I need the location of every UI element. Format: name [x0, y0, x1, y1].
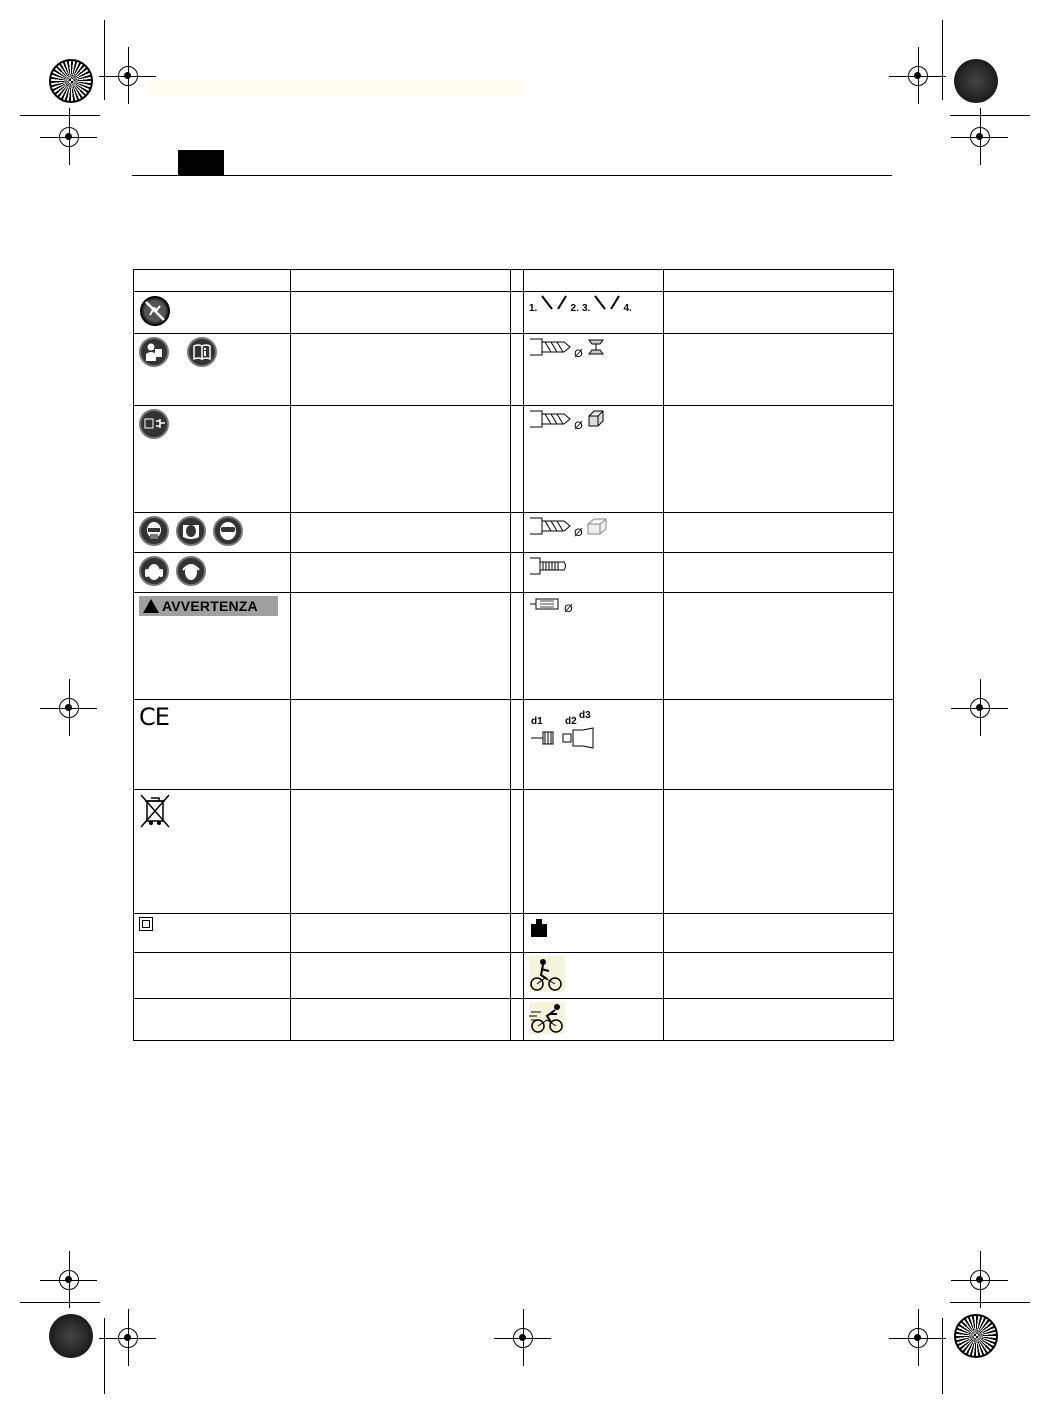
- symbol-cell: [134, 553, 291, 593]
- page-band: [148, 80, 523, 96]
- registration-mark: [908, 1328, 928, 1348]
- aluminium-icon: [586, 409, 606, 429]
- unplug-icon: [139, 409, 169, 439]
- bit-holder-icon: [529, 596, 561, 612]
- table-row: [134, 953, 894, 999]
- registration-mark: [970, 127, 990, 147]
- crop-mark: [104, 20, 105, 100]
- gap-cell: [511, 999, 524, 1041]
- step-label: 3.: [581, 303, 591, 314]
- explanation-cell-right: [664, 953, 894, 999]
- explanation-cell: [291, 406, 511, 513]
- symbol-cell-right: [524, 593, 664, 700]
- table-row: [134, 334, 894, 406]
- goggles-icon: [213, 516, 243, 546]
- diameter-symbol: Ø: [574, 420, 583, 432]
- symbol-cell-right: [524, 292, 664, 334]
- registration-mark: [59, 698, 79, 718]
- diameter-symbol: Ø: [574, 527, 583, 539]
- table-row: [134, 700, 894, 790]
- screwdriver-icon: [557, 295, 567, 311]
- d1-label: d1: [531, 716, 543, 727]
- drill-bit-icon: [529, 337, 571, 357]
- weee-bin-icon: [139, 793, 171, 829]
- header-symbol: [134, 270, 291, 292]
- explanation-cell-right: [664, 553, 894, 593]
- wood-icon: [586, 516, 608, 536]
- symbol-cell-right: [524, 700, 664, 790]
- table-row: [134, 553, 894, 593]
- face-shield-icon: [176, 516, 206, 546]
- warning-icon: [143, 599, 159, 613]
- gap-cell: [511, 700, 524, 790]
- registration-mark: [513, 1328, 533, 1348]
- symbol-cell: [134, 953, 291, 999]
- explanation-cell-right: [664, 999, 894, 1041]
- symbol-cell: [134, 406, 291, 513]
- registration-mark: [118, 66, 138, 86]
- symbols-table: [133, 269, 894, 1041]
- ear-protection-icon: [139, 556, 169, 586]
- explanation-cell: [291, 513, 511, 553]
- gap-cell: [511, 292, 524, 334]
- registration-mark: [970, 1270, 990, 1290]
- star-target-mark: [954, 1314, 998, 1358]
- chuck-diameter-icon: [529, 710, 619, 752]
- screwdriver-icon: [593, 295, 607, 311]
- symbol-cell-right: [524, 553, 664, 593]
- crop-mark: [950, 115, 1030, 116]
- table-row: [134, 999, 894, 1041]
- star-target-mark: [49, 1314, 93, 1358]
- symbol-cell: [134, 999, 291, 1041]
- symbol-cell-right: [524, 999, 664, 1041]
- explanation-cell-right: [664, 513, 894, 553]
- explanation-cell: [291, 553, 511, 593]
- weight-icon: [529, 917, 549, 939]
- symbol-cell: [134, 334, 291, 406]
- symbol-cell: [134, 790, 291, 914]
- symbol-cell: [134, 700, 291, 790]
- explanation-cell-right: [664, 406, 894, 513]
- explanation-cell: [291, 700, 511, 790]
- registration-mark: [970, 698, 990, 718]
- cyclist-fast-icon: [529, 1002, 565, 1034]
- gap-cell: [511, 513, 524, 553]
- explanation-cell: [291, 334, 511, 406]
- symbol-cell: [134, 914, 291, 953]
- explanation-cell: [291, 953, 511, 999]
- header-explanation-2: [664, 270, 894, 292]
- gap-cell: [511, 334, 524, 406]
- language-tab: [178, 150, 224, 175]
- d2-label: d2: [565, 716, 577, 727]
- no-hand-icon: [139, 295, 171, 327]
- step-label: 4.: [623, 303, 632, 314]
- table-row: [134, 790, 894, 914]
- warning-label: AVVERTENZA: [162, 598, 258, 614]
- gap-cell: [511, 790, 524, 914]
- header-rule: [132, 175, 892, 176]
- symbol-cell-right: [524, 406, 664, 513]
- steel-icon: [586, 337, 606, 357]
- crop-mark: [20, 115, 100, 116]
- d3-label: d3: [579, 710, 591, 721]
- explanation-cell: [291, 292, 511, 334]
- explanation-cell: [291, 914, 511, 953]
- registration-mark: [59, 1270, 79, 1290]
- symbol-cell-right: [524, 914, 664, 953]
- read-manual-person-icon: [139, 337, 169, 367]
- screwdriver-icon: [540, 295, 554, 311]
- table-row: [134, 914, 894, 953]
- cyclist-slow-icon: [529, 956, 565, 992]
- symbol-cell: [134, 513, 291, 553]
- diameter-symbol: Ø: [564, 603, 573, 615]
- crop-mark: [104, 1318, 105, 1394]
- symbol-cell-right: [524, 790, 664, 914]
- symbol-cell-right: [524, 953, 664, 999]
- explanation-cell-right: [664, 334, 894, 406]
- crop-mark: [950, 1302, 1030, 1303]
- gap-cell: [511, 553, 524, 593]
- star-target-mark: [49, 59, 93, 103]
- drill-bit-icon: [529, 516, 571, 536]
- symbol-cell-right: [524, 334, 664, 406]
- thread-bit-icon: [529, 556, 569, 576]
- table-row: [134, 593, 894, 700]
- gap-cell: [511, 953, 524, 999]
- gap-cell: [511, 406, 524, 513]
- crop-mark: [942, 20, 943, 100]
- drill-bit-icon: [529, 409, 571, 429]
- registration-mark: [59, 127, 79, 147]
- star-target-mark: [954, 59, 998, 103]
- table-row: [134, 406, 894, 513]
- manual-book-icon: [187, 337, 217, 367]
- explanation-cell: [291, 999, 511, 1041]
- symbol-cell: [134, 593, 291, 700]
- diameter-symbol: Ø: [574, 348, 583, 360]
- explanation-cell-right: [664, 914, 894, 953]
- double-insulation-icon: [139, 917, 153, 931]
- explanation-cell-right: [664, 700, 894, 790]
- ear-protection-icon: [176, 556, 206, 586]
- gap-cell: [511, 914, 524, 953]
- gap-cell: [511, 593, 524, 700]
- crop-mark: [20, 1302, 100, 1303]
- explanation-cell-right: [664, 292, 894, 334]
- step-label: 1.: [529, 303, 538, 314]
- table-header-row: [134, 270, 894, 292]
- warning-banner: [139, 596, 278, 616]
- symbol-cell: [134, 292, 291, 334]
- crop-mark: [942, 1318, 943, 1394]
- screwdriver-icon: [610, 295, 620, 311]
- step-label: 2.: [570, 303, 579, 314]
- explanation-cell-right: [664, 790, 894, 914]
- dust-mask-icon: [139, 516, 169, 546]
- registration-mark: [118, 1328, 138, 1348]
- table-row: [134, 513, 894, 553]
- header-gap: [511, 270, 524, 292]
- symbol-cell-right: [524, 513, 664, 553]
- explanation-cell-right: [664, 593, 894, 700]
- registration-mark: [908, 66, 928, 86]
- ce-mark-icon: CE: [139, 703, 169, 731]
- explanation-cell: [291, 790, 511, 914]
- table-row: [134, 292, 894, 334]
- header-symbol-2: [524, 270, 664, 292]
- header-explanation: [291, 270, 511, 292]
- explanation-cell: [291, 593, 511, 700]
